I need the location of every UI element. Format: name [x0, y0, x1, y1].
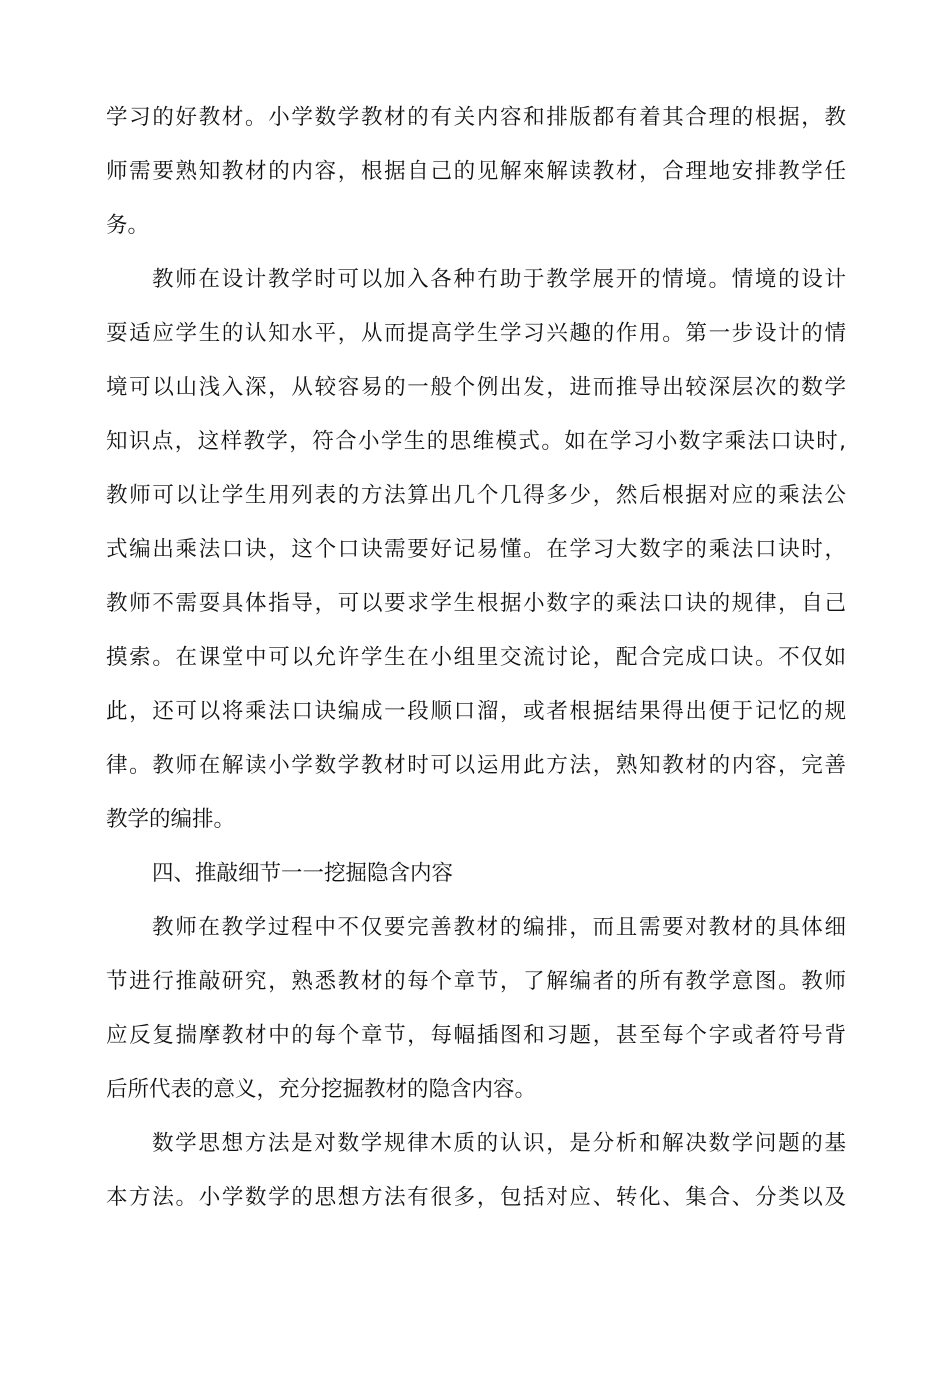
text-line: 教学的编排。	[106, 807, 236, 832]
text-line: 教师在设计教学时可以加入各种冇助于教学展开的情境。情境的设计	[152, 267, 846, 292]
text-line: 本方法。小学数学的思想方法有很多，包括对应、转化、集合、分类以及	[106, 1185, 846, 1210]
text-line: 式编出乘法口诀，这个口诀需要好记易懂。在学习大数字的乘法口诀时，	[106, 537, 846, 562]
text-line: 后所代表的意义，充分挖掘教材的隐含内容。	[106, 1077, 537, 1102]
section-heading: 四、推敲细节一一挖掘隐含内容	[152, 861, 454, 886]
text-line: 节进行推敲研究，熟悉教材的每个章节，了解编者的所有教学意图。教师	[106, 969, 846, 994]
text-line: 耍适应学生的认知水平，从而提高学生学习兴趣的作用。第一步设计的情	[106, 321, 846, 346]
text-line: 境可以山浅入深，从较容易的一般个例出发，进而推导出较深层次的数学	[106, 375, 846, 400]
text-line: 此，还可以将乘法口诀编成一段顺口溜，或者根据结果得出便于记忆的规	[106, 699, 846, 724]
text-line: 师需要熟知教材的内容，根据自己的见解來解读教材，合理地安排教学任	[106, 159, 846, 184]
text-line: 摸索。在课堂中可以允许学生在小组里交流讨论，配合完成口诀。不仅如	[106, 645, 846, 670]
text-line: 教师在教学过程中不仅要完善教材的编排，而且需要对教材的具体细	[152, 915, 846, 940]
text-line: 应反复揣摩教材中的每个章节，每幅插图和习题，甚至每个字或者符号背	[106, 1023, 846, 1048]
text-line: 数学思想方法是对数学规律木质的认识，是分析和解决数学问题的基	[152, 1131, 846, 1156]
text-line: 教师不需耍具体指导，可以要求学生根据小数字的乘法口诀的规律，自己	[106, 591, 846, 616]
text-line: 务。	[106, 213, 150, 238]
text-line: 知识点，这样教学，符合小学生的思维模式。如在学习小数字乘法口诀时,	[106, 429, 846, 454]
text-line: 律。教师在解读小学数学教材时可以运用此方法，熟知教材的内容，完善	[106, 753, 846, 778]
text-line: 学习的好教材。小学数学教材的有关内容和排版都有着其合理的根据，教	[106, 105, 846, 130]
text-line: 教师可以让学生用列表的方法算出几个几得多少，然后根据对应的乘法公	[106, 483, 846, 508]
